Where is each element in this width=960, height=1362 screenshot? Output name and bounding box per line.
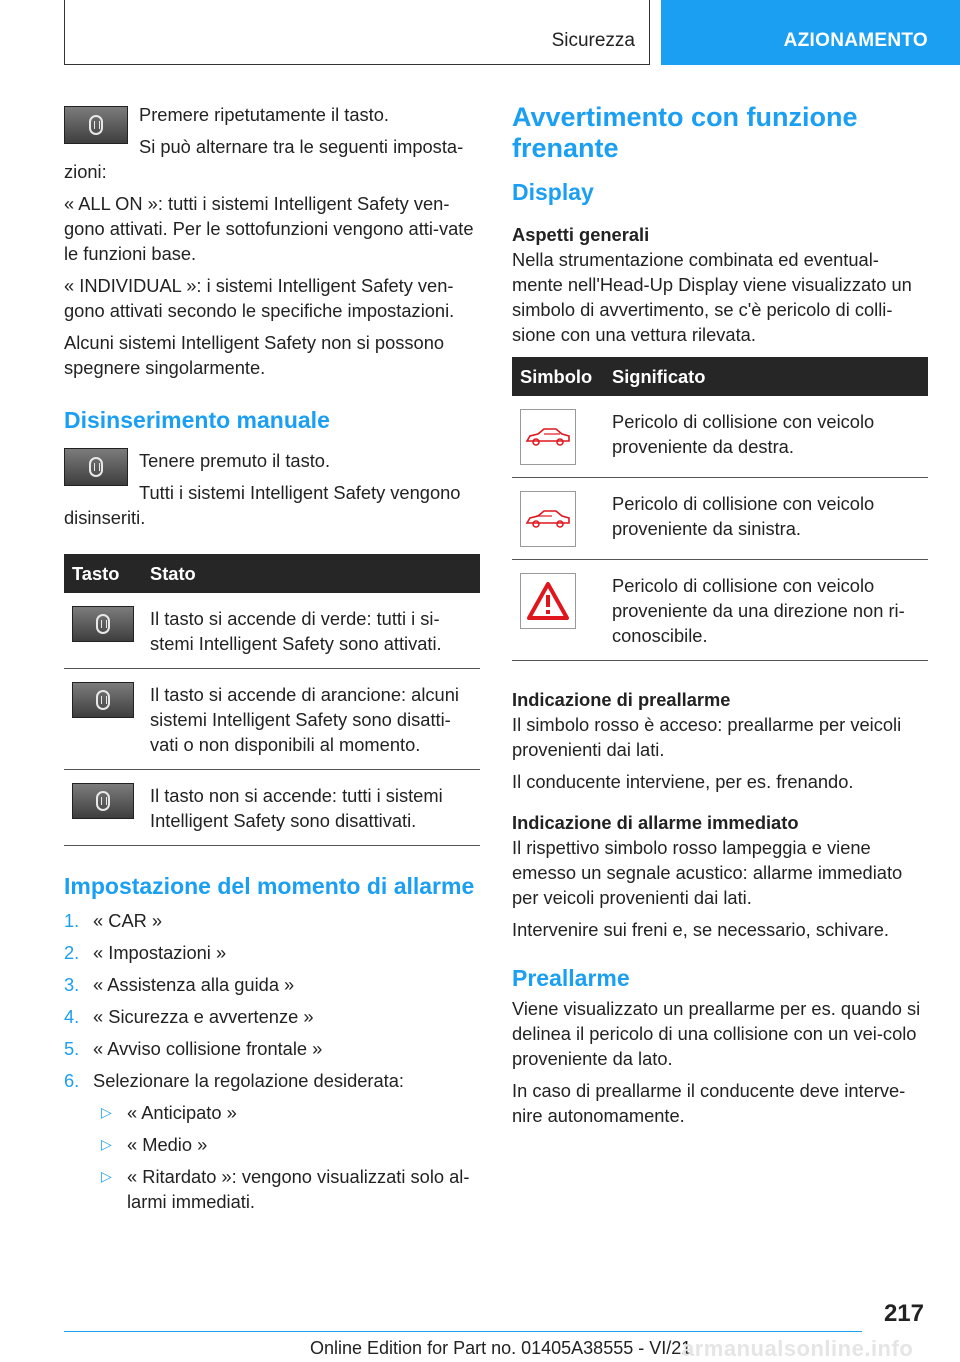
- prealarm-indication-p1: Il simbolo rosso è acceso: preallarme per veicoli provenienti dai lati.: [512, 714, 902, 760]
- table-cell: Pericolo di collisione con veicolo proveniente da destra.: [604, 396, 928, 478]
- edition-text: Online Edition for Part no. 01405A38555 - VI/21: [310, 1338, 692, 1358]
- table-cell: Pericolo di collisione con veicolo proveniente da sinistra.: [604, 478, 928, 560]
- header-section-label: Sicurezza: [551, 30, 635, 51]
- table-cell: Il tasto si accende di arancione: alcuni sistemi Intelligent Safety sono disatti-vati o non disponibili al momento.: [142, 669, 480, 770]
- immediate-p1: Il rispettivo simbolo rosso lampeggia e viene emesso un segnale acustico: allarme immediato per veicoli provenienti dai lati.: [512, 837, 903, 908]
- header-section-tab: [64, 0, 650, 65]
- watermark: armanualsonline.info: [682, 1336, 914, 1361]
- steps-list: [64, 908, 480, 1093]
- triangle-bullet-icon: ▷: [101, 1168, 112, 1184]
- general-paragraph: Nella strumentazione combinata ed eventual-mente nell'Head-Up Display viene visualizzato un simbolo di avvertimento, se c'è pericolo di colli-sione con una vettura rilevata.: [512, 249, 912, 345]
- left-column: [64, 102, 480, 1221]
- prealarm-heading: Preallarme: [512, 965, 630, 991]
- prealarm-p2: In caso di preallarme il conducente deve interve-nire autonomamente.: [512, 1080, 906, 1126]
- alcuni-paragraph: Alcuni sistemi Intelligent Safety non si possono spegnere singolarmente.: [64, 332, 445, 378]
- safety-button-icon: [64, 448, 128, 486]
- table-cell: Il tasto non si accende: tutti i sistemi Intelligent Safety sono disattivati.: [142, 770, 480, 846]
- manual-p2: Tutti i sistemi Intelligent Safety vengono disinseriti.: [64, 482, 461, 528]
- triangle-bullet-icon: ▷: [101, 1104, 112, 1120]
- page-number: 217: [883, 1300, 924, 1327]
- safety-button-icon: [64, 106, 128, 144]
- footer-divider: [64, 1331, 862, 1332]
- table-row: [64, 593, 480, 669]
- general-heading: Aspetti generali: [512, 224, 650, 245]
- table-row: [512, 560, 928, 661]
- table-header-symbol: Simbolo: [512, 357, 604, 396]
- table-row: [512, 396, 928, 478]
- intro-p1: Premere ripetutamente il tasto.: [139, 104, 389, 125]
- button-status-table: [64, 554, 480, 846]
- manual-p1: Tenere premuto il tasto.: [139, 450, 331, 471]
- main-heading: Avvertimento con funzione frenante: [512, 102, 858, 163]
- table-header-status: Stato: [142, 554, 480, 593]
- individual-paragraph: « INDIVIDUAL »: i sistemi Intelligent Safety ven-gono attivati secondo le specifiche impostazioni.: [64, 275, 455, 321]
- display-heading: Display: [512, 179, 594, 205]
- list-item: 2. « Impostazioni »: [64, 942, 227, 963]
- prealarm-p1: Viene visualizzato un preallarme per es. quando si delinea il pericolo di una collisione con un vei-colo proveniente da lato.: [512, 998, 921, 1069]
- table-row: [64, 770, 480, 846]
- button-off-icon: [72, 783, 134, 819]
- header-chapter-label: AZIONAMENTO: [783, 30, 928, 51]
- immediate-p2: Intervenire sui freni e, se necessario, schivare.: [512, 919, 889, 940]
- immediate-heading: Indicazione di allarme immediato: [512, 812, 799, 833]
- warning-triangle-icon: [520, 573, 576, 629]
- table-row: [512, 478, 928, 560]
- car-left-warning-icon: [520, 491, 576, 547]
- table-cell: Il tasto si accende di verde: tutti i si-stemi Intelligent Safety sono attivati.: [142, 593, 480, 669]
- triangle-bullet-icon: ▷: [101, 1136, 112, 1152]
- symbol-table: [512, 357, 928, 661]
- prealarm-indication-heading: Indicazione di preallarme: [512, 689, 731, 710]
- prealarm-indication-p2: Il conducente interviene, per es. frenando.: [512, 771, 854, 792]
- list-item: 5. « Avviso collisione frontale »: [64, 1038, 323, 1059]
- list-item: ▷ « Anticipato »: [101, 1102, 237, 1123]
- button-orange-icon: [72, 682, 134, 718]
- options-list: [93, 1100, 480, 1214]
- list-item: 6. Selezionare la regolazione desiderata:: [64, 1070, 404, 1091]
- right-column: [512, 102, 928, 1135]
- list-item: 4. « Sicurezza e avvertenze »: [64, 1006, 314, 1027]
- all-on-paragraph: « ALL ON »: tutti i sistemi Intelligent Safety ven-gono attivati. Per le sottofunzioni vengono atti-vate le funzioni base.: [64, 193, 474, 264]
- list-item: 1. « CAR »: [64, 910, 163, 931]
- table-cell: Pericolo di collisione con veicolo proveniente da una direzione non ri-conoscibile.: [604, 560, 928, 661]
- table-header-key: Tasto: [64, 554, 142, 593]
- list-item: 3. « Assistenza alla guida »: [64, 974, 295, 995]
- car-right-warning-icon: [520, 409, 576, 465]
- manual-heading: Disinserimento manuale: [64, 407, 330, 433]
- button-green-icon: [72, 606, 134, 642]
- table-row: [64, 669, 480, 770]
- list-item: ▷ « Ritardato »: vengono visualizzati solo al-larmi immediati.: [101, 1166, 470, 1212]
- intro-p2: Si può alternare tra le seguenti imposta-zioni:: [64, 136, 464, 182]
- header-chapter-tab: [661, 0, 960, 65]
- list-item: ▷ « Medio »: [101, 1134, 208, 1155]
- timing-heading: Impostazione del momento di allarme: [64, 873, 475, 899]
- table-header-meaning: Significato: [604, 357, 928, 396]
